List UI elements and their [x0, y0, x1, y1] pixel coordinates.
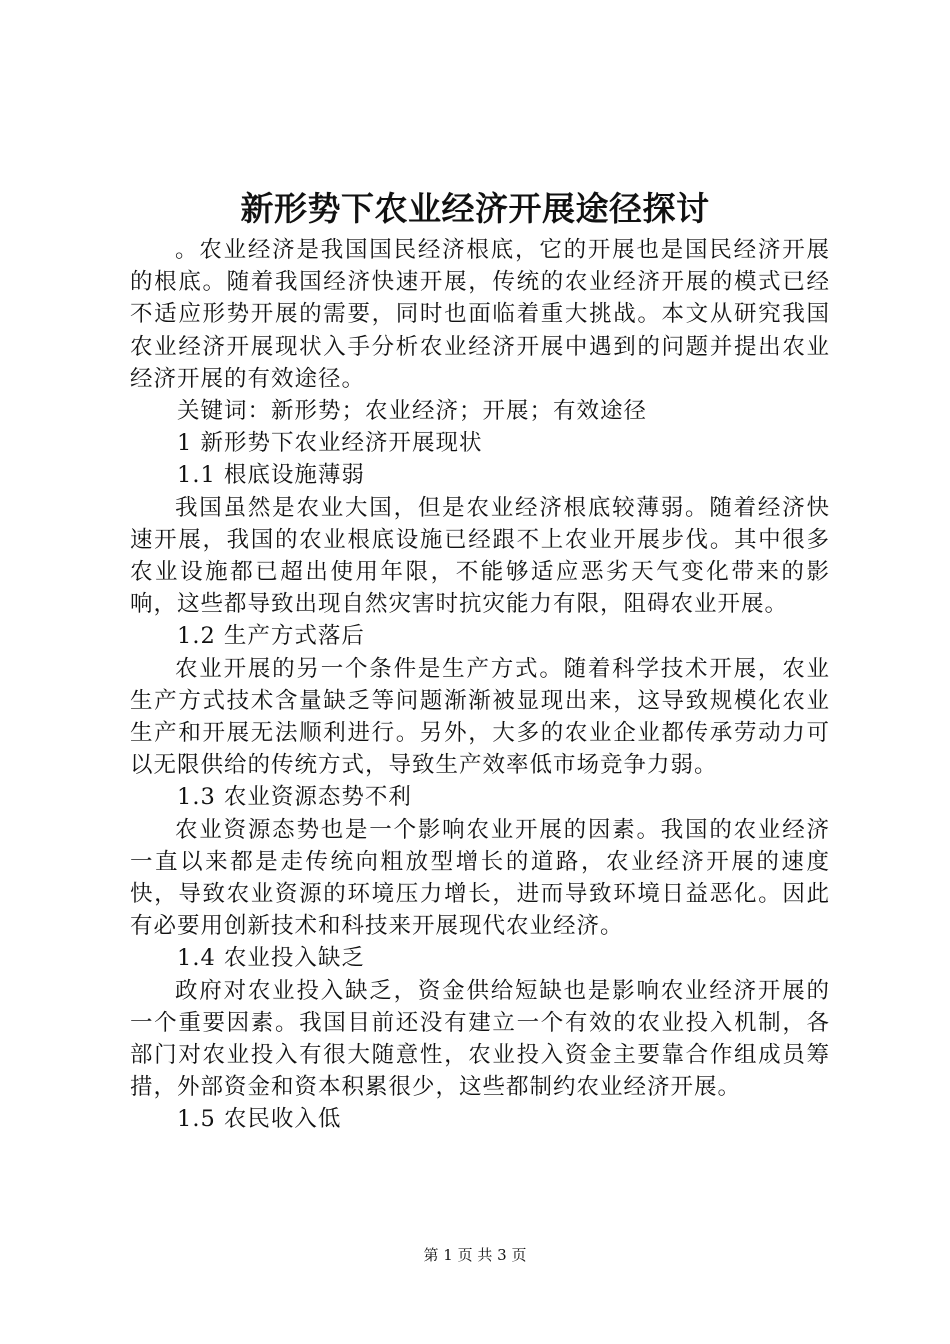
section-paragraph-1-4: 政府对农业投入缺乏，资金供给短缺也是影响农业经济开展的一个重要因素。我国目前还没有建立一个有效的农业投入机制，各部门对农业投入有很大随意性，农业投入资金主要靠合作组成员筹措，外部资金和资本积累很少，这些都制约农业经济开展。 [130, 977, 830, 1101]
document-body [130, 234, 830, 1136]
page-number-footer: 第 1 页 共 3 页 [423, 1246, 527, 1264]
section-paragraph-1-2: 农业开展的另一个条件是生产方式。随着科学技术开展，农业生产方式技术含量缺乏等问题渐渐被显现出来，这导致规模化农业生产和开展无法顺利进行。另外，大多的农业企业都传承劳动力可以无限供给的传统方式，导致生产效率低市场竞争力弱。 [130, 655, 830, 779]
document-title: 新形势下农业经济开展途径探讨 [240, 189, 710, 228]
section-heading-1-3: 1.3 农业资源态势不利 [177, 784, 412, 811]
abstract-paragraph: 。农业经济是我国国民经济根底，它的开展也是国民经济开展的根底。随着我国经济快速开展，传统的农业经济开展的模式已经不适应形势开展的需要，同时也面临着重大挑战。本文从研究我国农业经济开展现状入手分析农业经济开展中遇到的问题并提出农业经济开展的有效途径。 [130, 237, 830, 392]
keywords-line: 关键词：新形势；农业经济；开展；有效途径 [177, 398, 648, 425]
section-heading-1-1: 1.1 根底设施薄弱 [177, 462, 365, 489]
section-heading-1-4: 1.4 农业投入缺乏 [177, 945, 365, 972]
section-paragraph-1-1: 我国虽然是农业大国，但是农业经济根底较薄弱。随着经济快速开展，我国的农业根底设施已经跟不上农业开展步伐。其中很多农业设施都已超出使用年限，不能够适应恶劣天气变化带来的影响，这些都导致出现自然灾害时抗灾能力有限，阻碍农业开展。 [130, 494, 830, 618]
section-heading-1: 1 新形势下农业经济开展现状 [177, 430, 483, 457]
section-heading-1-5: 1.5 农民收入低 [177, 1106, 342, 1133]
section-paragraph-1-3: 农业资源态势也是一个影响农业开展的因素。我国的农业经济一直以来都是走传统向粗放型增长的道路，农业经济开展的速度快，导致农业资源的环境压力增长，进而导致环境日益恶化。因此有必要用创新技术和科技来开展现代农业经济。 [130, 816, 830, 940]
section-heading-1-2: 1.2 生产方式落后 [177, 623, 365, 650]
